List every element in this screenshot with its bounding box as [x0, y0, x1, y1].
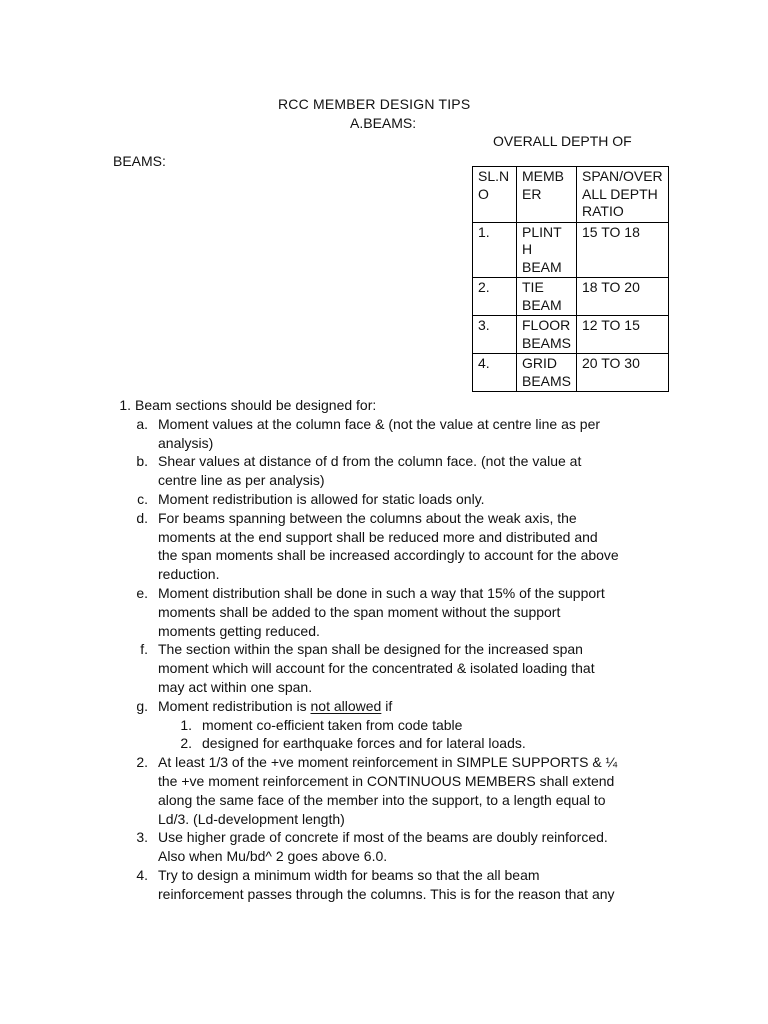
list-marker: 2. — [136, 754, 148, 771]
page-title: RCC MEMBER DESIGN TIPS — [278, 96, 471, 112]
list-item-text: Use higher grade of concrete if most of the beams are doubly reinforced. — [158, 829, 608, 846]
header-cell-member: MEMB ER — [517, 167, 577, 223]
list-subitem-b — [0, 452, 768, 471]
list-marker: f. — [140, 641, 148, 658]
table-cell: 2. — [473, 278, 517, 316]
table-cell: 18 TO 20 — [577, 278, 669, 316]
list-item-text: moments at the end support shall be reduced more and distributed and — [158, 528, 598, 545]
list-subitem-c — [0, 490, 768, 509]
header-cell-slno: SL.N O — [473, 167, 517, 223]
section-heading: A.BEAMS: — [350, 115, 417, 131]
list-marker: 4. — [136, 866, 148, 883]
list-marker: c. — [137, 490, 148, 507]
list-item-text: Shear values at distance of d from the column face. (not the value at — [158, 453, 582, 470]
underlined-text: not allowed — [310, 697, 382, 714]
design-tips-list — [0, 396, 768, 904]
text-prefix: Moment redistribution is — [158, 697, 311, 714]
list-item-text: designed for earthquake forces and for lateral loads. — [202, 735, 526, 752]
list-marker: d. — [136, 509, 148, 526]
table-cell: 1. — [473, 222, 517, 278]
table-row — [473, 316, 669, 354]
list-item-text: For beams spanning between the columns about the weak axis, the — [158, 509, 577, 526]
list-item-text: the span moments shall be increased accordingly to account for the above — [158, 547, 619, 564]
header-cell-ratio: SPAN/OVER ALL DEPTH RATIO — [577, 167, 669, 223]
table-cell: 3. — [473, 316, 517, 354]
list-marker: e. — [136, 584, 148, 601]
table-row — [473, 354, 669, 392]
list-subpoint-1 — [0, 716, 768, 735]
list-item-text: Moment values at the column face & (not the value at centre line as per — [158, 415, 601, 432]
list-item-text: Try to design a minimum width for beams so that the all beam — [158, 866, 540, 883]
list-item-text: analysis) — [158, 434, 214, 451]
list-item-text: Moment distribution shall be done in such a way that 15% of the support — [158, 584, 605, 601]
list-item-3 — [0, 828, 768, 847]
list-item-text: reduction. — [158, 566, 220, 583]
list-item-text: may act within one span. — [158, 678, 313, 695]
list-marker: 3. — [136, 829, 148, 846]
list-subitem-f — [0, 640, 768, 659]
list-marker: g. — [136, 697, 148, 714]
table-cell: 20 TO 30 — [577, 354, 669, 392]
list-item-text: the +ve moment reinforcement in CONTINUOUS MEMBERS shall extend — [158, 772, 615, 789]
list-item-text — [158, 697, 392, 716]
table-header-row — [473, 167, 669, 223]
list-marker: 2. — [180, 735, 192, 752]
list-item-text: moment which will account for the concentrated & isolated loading that — [158, 660, 595, 677]
list-marker: 1. — [180, 716, 192, 733]
list-marker: b. — [136, 453, 148, 470]
list-item-text: moments getting reduced. — [158, 622, 320, 639]
list-item-text: Beam sections should be designed for: — [135, 397, 377, 413]
table-cell: 15 TO 18 — [577, 222, 669, 278]
list-item-text: The section within the span shall be designed for the increased span — [158, 641, 583, 658]
list-marker: 1. — [119, 397, 131, 413]
list-marker: a. — [136, 415, 148, 432]
list-item-4 — [0, 866, 768, 885]
table-cell: 4. — [473, 354, 517, 392]
list-item-text: moments shall be added to the span moment without the support — [158, 603, 561, 620]
list-subitem-a — [0, 415, 768, 434]
list-subpoint-2 — [0, 734, 768, 753]
list-item-text: reinforcement passes through the columns. This is for the reason that any — [158, 885, 615, 902]
list-subitem-e — [0, 584, 768, 603]
list-item-text: At least 1/3 of the +ve moment reinforcement in SIMPLE SUPPORTS & ¼ — [158, 754, 618, 771]
table-row — [473, 222, 669, 278]
table-caption-part2: BEAMS: — [113, 153, 166, 169]
table-cell: TIE BEAM — [517, 278, 577, 316]
table-cell: 12 TO 15 — [577, 316, 669, 354]
table-row — [473, 278, 669, 316]
list-item-1 — [0, 396, 768, 415]
list-subitem-g — [0, 697, 768, 716]
list-item-2 — [0, 753, 768, 772]
list-item-text: Also when Mu/bd^ 2 goes above 6.0. — [158, 848, 388, 865]
list-item-text: Moment redistribution is allowed for static loads only. — [158, 490, 485, 507]
list-subitem-d — [0, 509, 768, 528]
table-cell: GRID BEAMS — [517, 354, 577, 392]
list-item-text: along the same face of the member into the support, to a length equal to — [158, 791, 606, 808]
list-item-text: Ld/3. (Ld-development length) — [158, 810, 345, 827]
depth-ratio-table — [472, 166, 669, 392]
list-item-text: centre line as per analysis) — [158, 472, 325, 489]
table-cell: PLINT H BEAM — [517, 222, 577, 278]
table-cell: FLOOR BEAMS — [517, 316, 577, 354]
table-caption-part1: OVERALL DEPTH OF — [493, 133, 632, 149]
text-suffix: if — [381, 697, 393, 714]
list-item-text: moment co-efficient taken from code table — [202, 716, 463, 733]
